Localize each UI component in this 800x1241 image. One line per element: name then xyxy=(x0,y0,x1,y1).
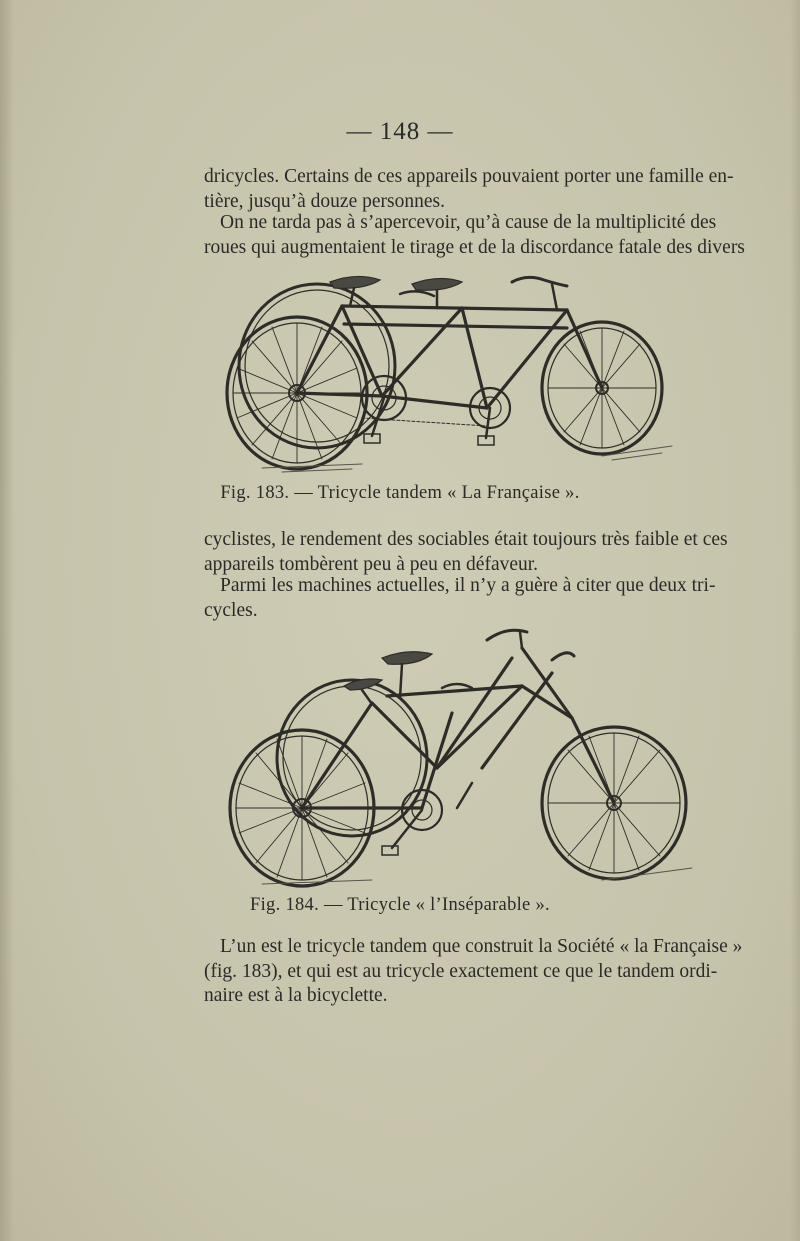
figure-184-caption: Fig. 184. — Tricycle « l’Inséparable ». xyxy=(250,895,550,915)
paragraph-3 xyxy=(204,528,728,577)
page-number: — 148 — xyxy=(346,118,454,145)
text-line: cycles. xyxy=(204,599,258,621)
text-line: L’un est le tricycle tandem que construit la Société « la Française » xyxy=(220,936,743,957)
paragraph-4 xyxy=(204,574,716,623)
page-edge-shadow xyxy=(790,0,800,1241)
text-line: tière, jusqu’à douze personnes. xyxy=(204,190,445,212)
text-line: Parmi les machines actuelles, il n’y a guère à citer que deux tri- xyxy=(220,575,716,596)
inseparable-tricycle-illustration xyxy=(222,618,702,890)
text-line: appareils tombèrent peu à peu en défaveur. xyxy=(204,553,539,575)
paragraph-2 xyxy=(204,211,745,260)
text-line: On ne tarda pas à s’apercevoir, qu’à cause de la multiplicité des xyxy=(220,212,717,233)
paragraph-5 xyxy=(204,935,743,1009)
paragraph-1 xyxy=(204,165,734,214)
text-line: (fig. 183), et qui est au tricycle exactement ce que le tandem ordi- xyxy=(204,960,718,982)
tandem-tricycle-illustration xyxy=(222,268,682,476)
text-line: cyclistes, le rendement des sociables était toujours très faible et ces xyxy=(204,529,728,550)
text-line: dricycles. Certains de ces appareils pouvaient porter une famille en- xyxy=(204,166,734,187)
text-line: naire est à la bicyclette. xyxy=(204,985,388,1006)
figure-183-caption: Fig. 183. — Tricycle tandem « La Française ». xyxy=(220,483,580,503)
text-line: roues qui augmentaient le tirage et de la discordance fatale des divers xyxy=(204,236,745,258)
page-fold-shadow xyxy=(0,0,14,1241)
